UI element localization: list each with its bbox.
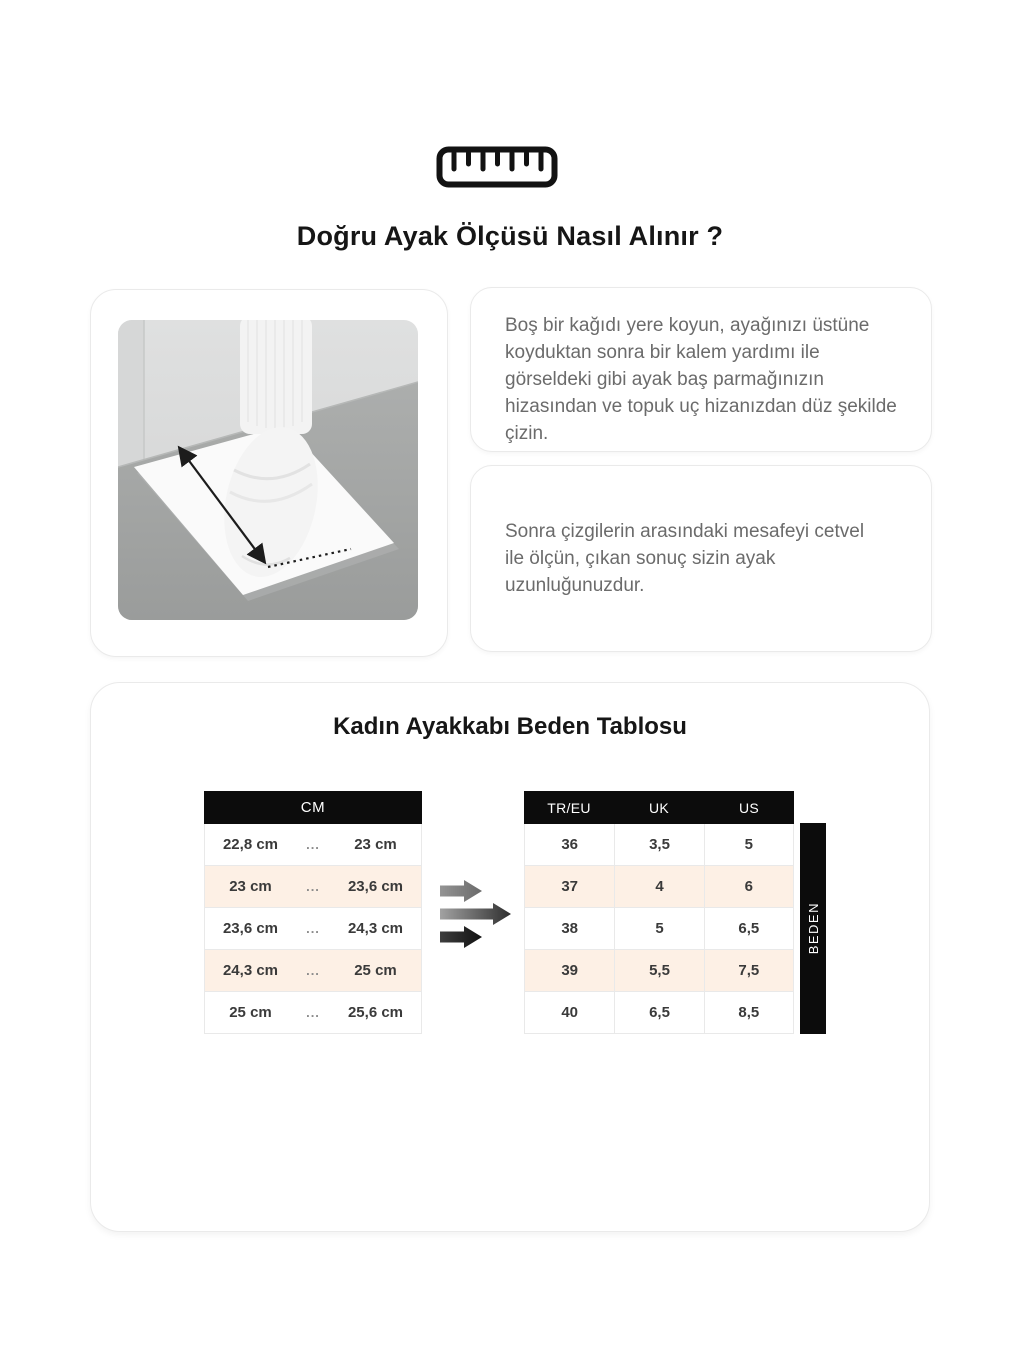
measurement-photo-card — [90, 289, 448, 657]
range-separator: ... — [306, 879, 320, 894]
conversion-table-header — [524, 791, 794, 824]
table-row — [205, 950, 421, 992]
table-row — [525, 992, 793, 1034]
cm-from: 23 cm — [229, 878, 272, 895]
size-conversion-table — [524, 791, 794, 1034]
instruction-step2-card — [470, 465, 932, 652]
table-row — [525, 950, 793, 992]
cm-from: 25 cm — [229, 1004, 272, 1021]
cell-uk: 5,5 — [614, 950, 703, 991]
cell-us: 8,5 — [704, 992, 793, 1033]
foot-measurement-photo — [118, 320, 418, 620]
cell-tr-eu: 38 — [561, 920, 578, 937]
cm-to: 23 cm — [354, 836, 397, 853]
cell-us: 7,5 — [704, 950, 793, 991]
cell-tr-eu: 36 — [561, 836, 578, 853]
col-header-uk: UK — [648, 799, 670, 816]
cm-to: 25 cm — [354, 962, 397, 979]
cell-uk: 6,5 — [614, 992, 703, 1033]
triple-arrow-right-icon — [437, 875, 517, 967]
table-row — [525, 866, 793, 908]
range-separator: ... — [306, 1005, 320, 1020]
cell-uk: 3,5 — [614, 824, 703, 865]
ruler-icon — [436, 146, 558, 188]
cm-to: 24,3 cm — [347, 920, 404, 937]
cm-from: 24,3 cm — [222, 962, 279, 979]
cm-table-header: CM — [204, 791, 422, 824]
table-row — [205, 908, 421, 950]
size-table-card — [90, 682, 930, 1232]
table-row — [205, 824, 421, 866]
cell-us: 6 — [704, 866, 793, 907]
range-separator: ... — [306, 921, 320, 936]
beden-label-text: BEDEN — [805, 902, 821, 955]
table-row — [525, 908, 793, 950]
col-header-tr-eu: TR/EU — [547, 799, 591, 816]
cell-tr-eu: 37 — [561, 878, 578, 895]
cell-uk: 4 — [614, 866, 703, 907]
table-row — [205, 866, 421, 908]
cm-to: 23,6 cm — [347, 878, 404, 895]
cm-from: 22,8 cm — [222, 836, 279, 853]
beden-vertical-label — [800, 823, 826, 1034]
table-row — [525, 824, 793, 866]
cell-us: 6,5 — [704, 908, 793, 949]
instruction-step2-text: Sonra çizgilerin arasındaki mesafeyi cetvel ile ölçün, çıkan sonuç sizin ayak uzunluğunuzdur. — [505, 521, 865, 596]
cell-tr-eu: 39 — [561, 962, 578, 979]
page-title: Doğru Ayak Ölçüsü Nasıl Alınır ? — [296, 221, 724, 251]
cell-tr-eu: 40 — [561, 1004, 578, 1021]
col-header-us: US — [738, 799, 760, 816]
foot-on-paper-illustration — [118, 320, 418, 620]
cell-us: 5 — [704, 824, 793, 865]
cm-to: 25,6 cm — [347, 1004, 404, 1021]
cell-uk: 5 — [614, 908, 703, 949]
instruction-step1-card — [470, 287, 932, 452]
cm-from: 23,6 cm — [222, 920, 279, 937]
cm-table-rows — [204, 824, 422, 1034]
range-separator: ... — [306, 837, 320, 852]
range-separator: ... — [306, 963, 320, 978]
table-row — [205, 992, 421, 1034]
conversion-table-rows — [524, 824, 794, 1034]
instruction-step1-text: Boş bir kağıdı yere koyun, ayağınızı üstüne koyduktan sonra bir kalem yardımı ile görseldeki gibi ayak baş parmağınızın hizasından ve topuk uç hizanızdan düz şekilde çizin. — [505, 315, 897, 444]
size-table-title: Kadın Ayakkabı Beden Tablosu — [333, 713, 687, 740]
cm-range-table — [204, 791, 422, 1034]
